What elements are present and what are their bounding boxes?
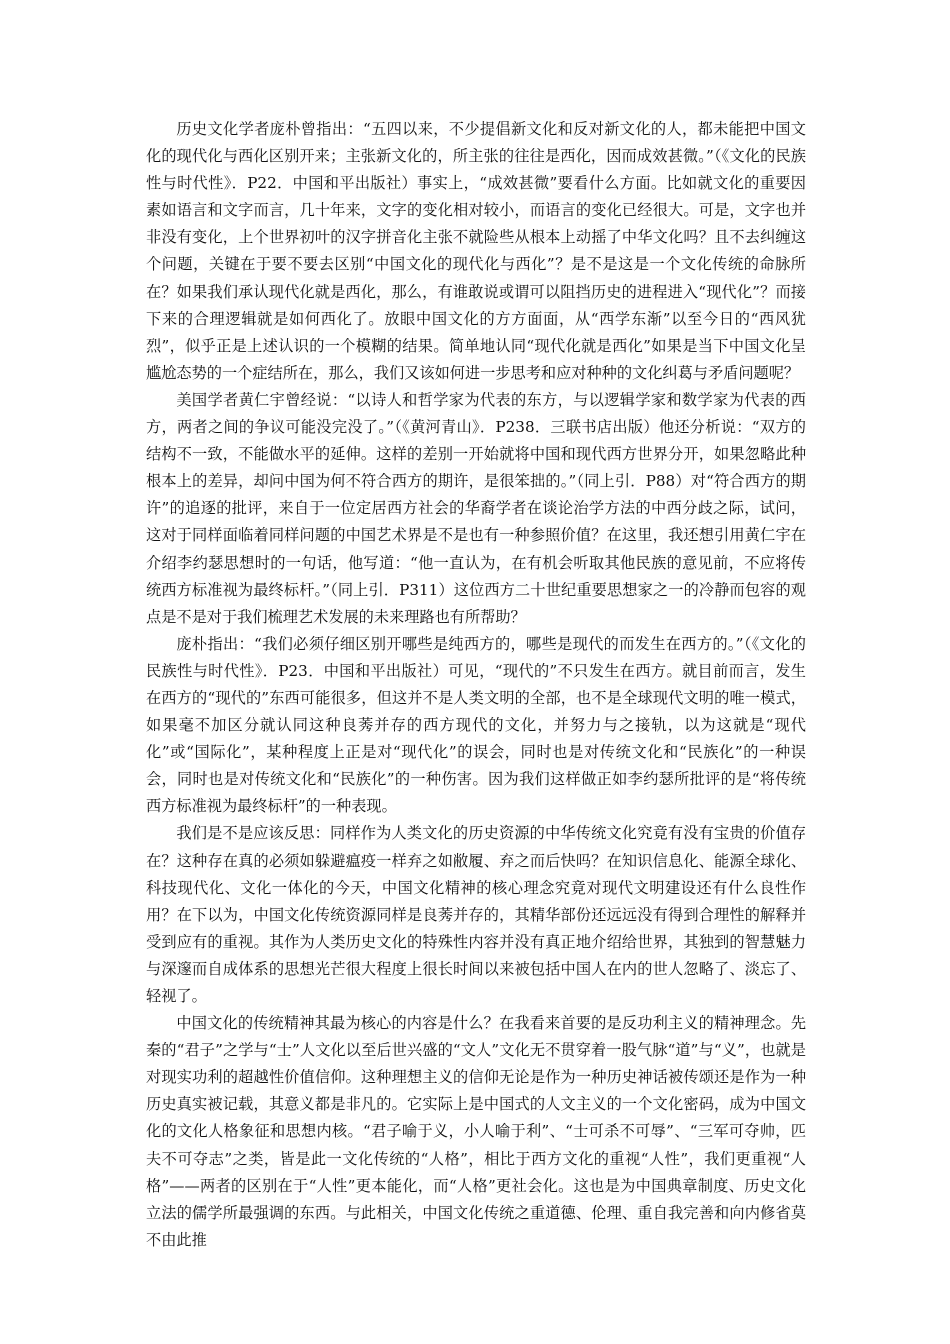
paragraph: 我们是不是应该反思：同样作为人类文化的历史资源的中华传统文化究竟有没有宝贵的价值存在？这种存在真的必须如躲避瘟疫一样弃之如敝履、弃之而后快吗？在知识信息化、能源全球化、科技现代化、文化一体化的今天，中国文化精神的核心理念究竟对现代文明建设还有什么良性作用？在下以为，中国文化传统资源同样是良莠并存的，其精华部份还远远没有得到合理性的解释并受到应有的重视。其作为人类历史文化的特殊性内容并没有真正地介绍给世界，其独到的智慧魅力与深邃而自成体系的思想光芒很大程度上很长时间以来被包括中国人在内的世人忽略了、淡忘了、轻视了。 [146, 824, 806, 1005]
paragraph: 历史文化学者庞朴曾指出：“五四以来，不少提倡新文化和反对新文化的人，都未能把中国文化的现代化与西化区别开来；主张新文化的，所主张的往往是西化，因而成效甚微。”（《文化的民族性与时代性》．P22．中国和平出版社）事实上，“成效甚微”要看什么方面。比如就文化的重要因素如语言和文字而言，几十年来，文字的变化相对较小，而语言的变化已经很大。可是，文字也并非没有变化，上个世界初叶的汉字拼音化主张不就险些从根本上动摇了中华文化吗？且不去纠缠这个问题，关键在于要不要去区别“中国文化的现代化与西化”？是不是这是一个文化传统的命脉所在？如果我们承认现代化就是西化，那么，有谁敢说或谓可以阻挡历史的进程进入“现代化”？而接下来的合理逻辑就是如何西化了。放眼中国文化的方方面面，从“西学东渐”以至今日的“西风犹烈”，似乎正是上述认识的一个模糊的结果。简单地认同“现代化就是西化”如果是当下中国文化呈尴尬态势的一个症结所在，那么，我们又该如何进一步思考和应对种种的文化纠葛与矛盾问题呢？ [146, 120, 806, 382]
paragraph: 庞朴指出：“我们必须仔细区别开哪些是纯西方的，哪些是现代的而发生在西方的。”（《文化的民族性与时代性》．P23．中国和平出版社）可见，“现代的”不只发生在西方。就目前而言，发生在西方的“现代的”东西可能很多，但这并不是人类文明的全部，也不是全球现代文明的唯一模式，如果毫不加区分就认同这种良莠并存的西方现代的文化，并努力与之接轨，以为这就是“现代化”或“国际化”，某种程度上正是对“现代化”的误会，同时也是对传统文化和“民族化”的一种误会，同时也是对传统文化和“民族化”的一种伤害。因为我们这样做正如李约瑟所批评的是“将传统西方标准视为最终标杆”的一种表现。 [146, 634, 806, 816]
paragraph: 美国学者黄仁宇曾经说：“以诗人和哲学家为代表的东方，与以逻辑学家和数学家为代表的西方，两者之间的争议可能没完没了。”（《黄河青山》．P238．三联书店出版）他还分析说：“双方的结构不一致，不能做水平的延伸。这样的差别一开始就将中国和现代西方世界分开，如果忽略此种根本上的差异，却问中国为何不符合西方的期许，是很笨拙的。”（同上引．P88）对“符合西方的期许”的追逐的批评，来自于一位定居西方社会的华裔学者在谈论治学方法的中西分歧之际，试问，这对于同样面临着同样问题的中国艺术界是不是也有一种参照价值？在这里，我还想引用黄仁宇在介绍李约瑟思想时的一句话，他写道：“他一直认为，在有机会听取其他民族的意见前，不应将传统西方标准视为最终标杆。”（同上引．P311）这位西方二十世纪重要思想家之一的冷静而包容的观点是不是对于我们梳理艺术发展的未来理路也有所帮助？ [146, 390, 806, 626]
document-body [146, 116, 806, 1254]
paragraph: 中国文化的传统精神其最为核心的内容是什么？在我看来首要的是反功利主义的精神理念。先秦的“君子”之学与“士”人文化以至后世兴盛的“文人”文化无不贯穿着一股气脉“道”与“义”，也就是对现实功利的超越性价值信仰。这种理想主义的信仰无论是作为一种历史神话被传颂还是作为一种历史真实被记载，其意义都是非凡的。它实际上是中国式的人文主义的一个文化密码，成为中国文化的文化人格象征和思想内核。“君子喻于义，小人喻于利”、“士可杀不可辱”、“三军可夺帅，匹夫不可夺志”之类，皆是此一文化传统的“人格”，相比于西方文化的重视“人性”，我们更重视“人格”——两者的区别在于“人性”更本能化，而“人格”更社会化。这也是为中国典章制度、历史文化立法的儒学所最强调的东西。与此相关，中国文化传统之重道德、伦理、重自我完善和向内修省莫不由此推 [146, 1014, 806, 1249]
